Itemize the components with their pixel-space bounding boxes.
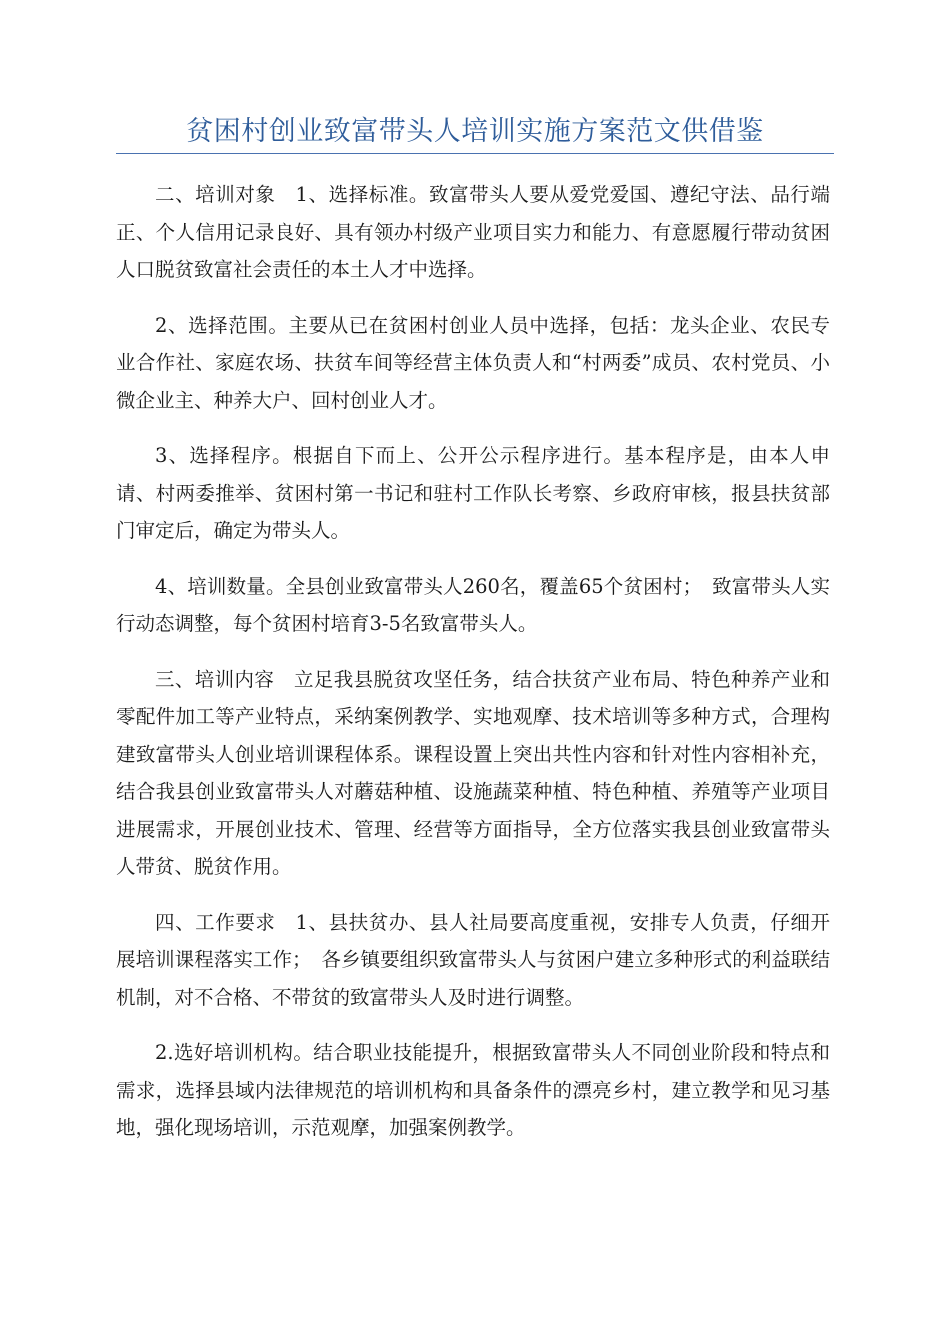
paragraph-selection-procedure: 3、选择程序。根据自下而上、公开公示程序进行。基本程序是，由本人申请、村两委推举、贫困村第一书记和驻村工作队长考察、乡政府审核，报县扶贫部门审定后，确定为带头人。 <box>116 444 830 542</box>
paragraph-selection-scope: 2、选择范围。主要从已在贫困村创业人员中选择，包括：龙头企业、农民专业合作社、家庭农场、扶贫车间等经营主体负责人和“村两委”成员、农村党员、小微企业主、种养大户、回村创业人才。 <box>116 313 830 412</box>
document-title: 贫困村创业致富带头人培训实施方案范文供借鉴 <box>186 116 764 147</box>
paragraph-work-requirements: 四、工作要求 1、县扶贫办、县人社局要高度重视，安排专人负责，仔细开展培训课程落实工作； 各乡镇要组织致富带头人与贫困户建立多种形式的利益联结机制，对不合格、不带贫的致富带头人及时进行调整。 <box>116 910 830 1009</box>
document-body <box>116 176 830 1165</box>
title-underline <box>116 153 834 154</box>
paragraph-training-content: 三、培训内容 立足我县脱贫攻坚任务，结合扶贫产业布局、特色种养产业和零配件加工等产业特点，采纳案例教学、实地观摩、技术培训等多种方式，合理构建致富带头人创业培训课程体系。课程设置上突出共性内容和针对性内容相补充，结合我县创业致富带头人对蘑菇种植、设施蔬菜种植、特色种植、养殖等产业项目进展需求，开展创业技术、管理、经营等方面指导，全方位落实我县创业致富带头人带贫、脱贫作用。 <box>116 667 830 878</box>
paragraph-training-quantity: 4、培训数量。全县创业致富带头人260名，覆盖65个贫困村； 致富带头人实行动态调整，每个贫困村培育3-5名致富带头人。 <box>116 574 830 635</box>
paragraph-training-institutions: 2.选好培训机构。结合职业技能提升，根据致富带头人不同创业阶段和特点和需求，选择县域内法律规范的培训机构和具备条件的漂亮乡村，建立教学和见习基地，强化现场培训，示范观摩，加强案例教学。 <box>116 1041 830 1139</box>
paragraph-training-targets: 二、培训对象 1、选择标准。致富带头人要从爱党爱国、遵纪守法、品行端正、个人信用记录良好、具有领办村级产业项目实力和能力、有意愿履行带动贫困人口脱贫致富社会责任的本土人才中选择。 <box>116 183 830 281</box>
